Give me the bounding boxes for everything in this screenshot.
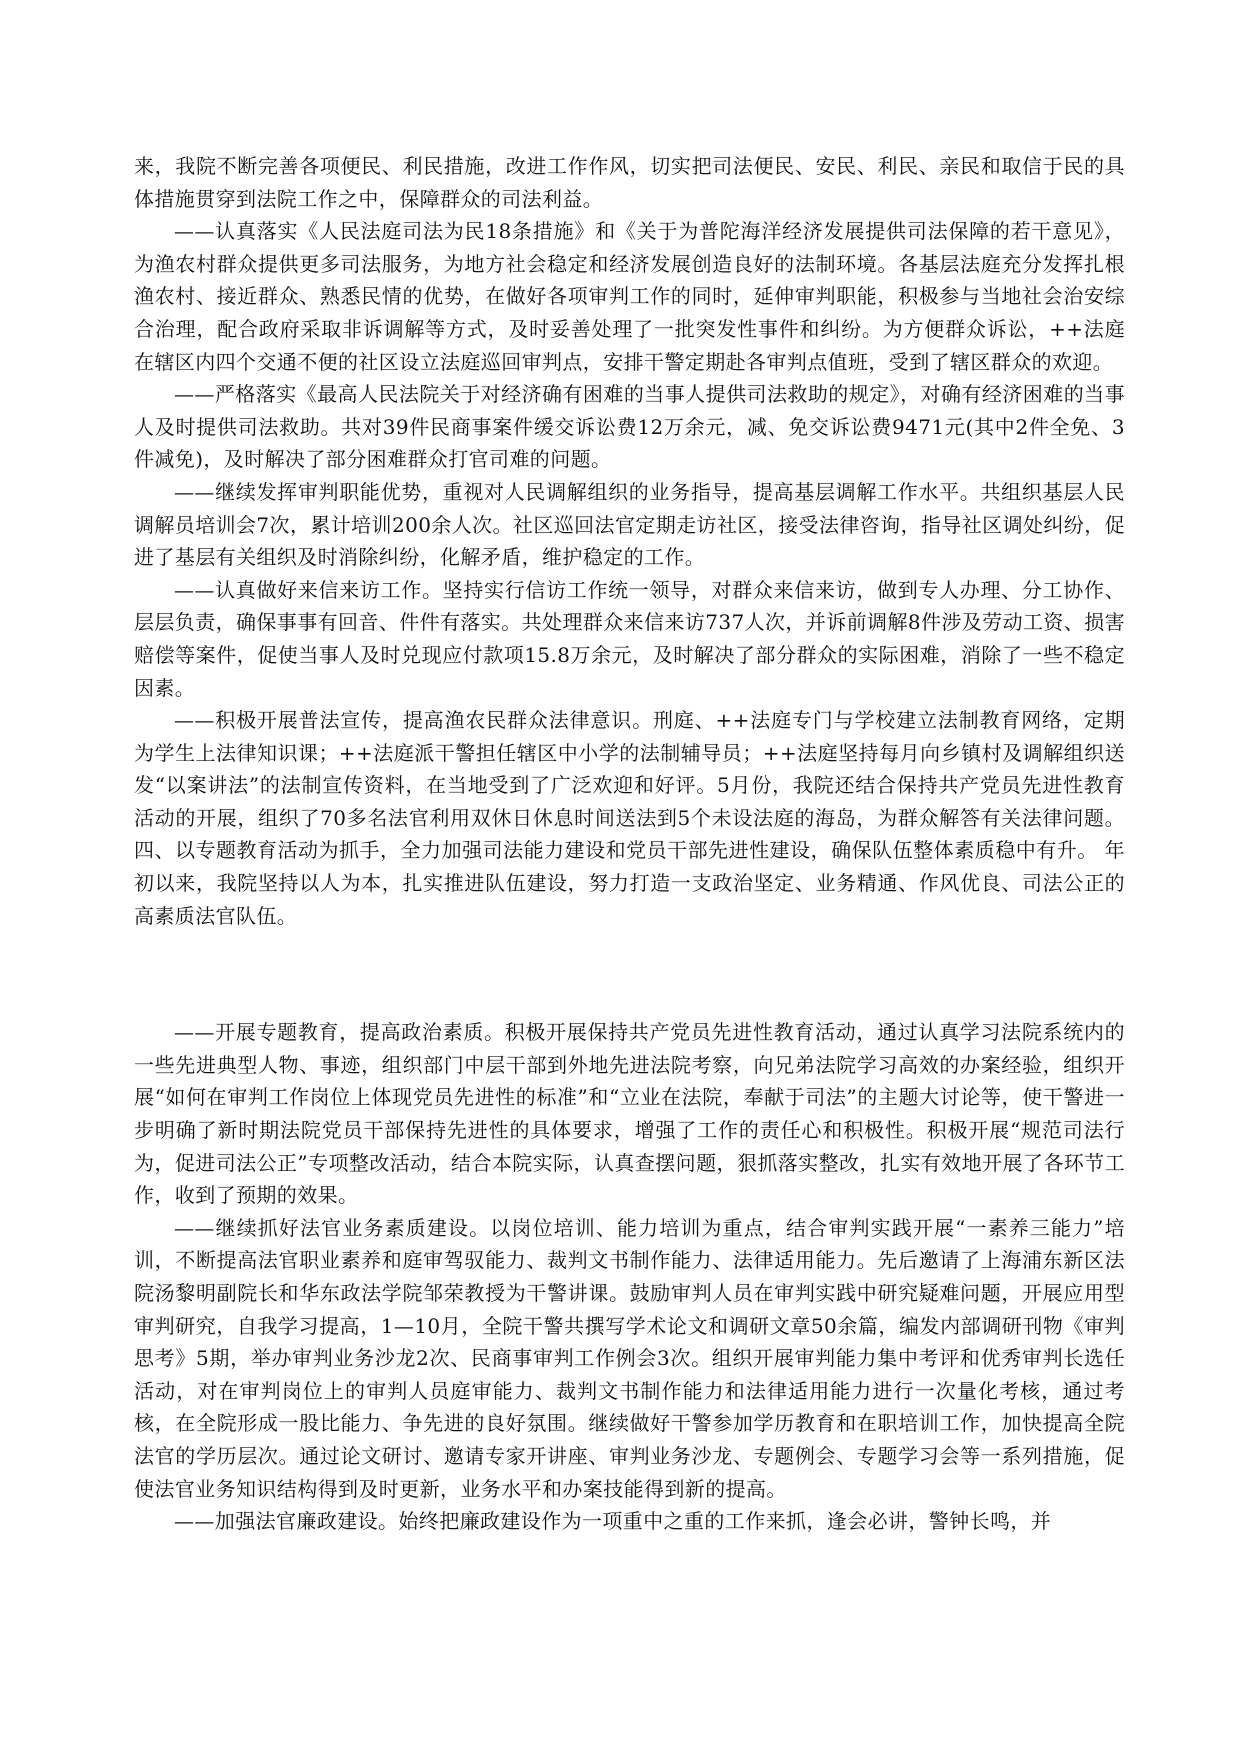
section-first xyxy=(134,150,1125,932)
paragraph-legal-publicity: ——积极开展普法宣传，提高渔农民群众法律意识。刑庭、++法庭专门与学校建立法制教育网络，定期为学生上法律知识课；++法庭派干警担任辖区中小学的法制辅导员；++法庭坚持每月向乡镇村及调解组织送发“以案讲法”的法制宣传资料，在当地受到了广泛欢迎和好评。5月份，我院还结合保持共产党员先进性教育活动的开展，组织了70多名法官利用双休日休息时间送法到5个未设法庭的海岛，为群众解答有关法律问题。 四、以专题教育活动为抓手，全力加强司法能力建设和党员干部先进性建设，确保队伍整体素质稳中有升。 年初以来，我院坚持以人为本，扎实推进队伍建设，努力打造一支政治坚定、业务精通、作风优良、司法公正的高素质法官队伍。 xyxy=(134,708,1125,928)
paragraph-people-court-measures: ——认真落实《人民法庭司法为民18条措施》和《关于为普陀海洋经济发展提供司法保障的若干意见》，为渔农村群众提供更多司法服务，为地方社会稳定和经济发展创造良好的法制环境。各基层法庭充分发挥扎根渔农村、接近群众、熟悉民情的优势，在做好各项审判工作的同时，延伸审判职能，积极参与当地社会治安综合治理，配合政府采取非诉调解等方式，及时妥善处理了一批突发性事件和纠纷。为方便群众诉讼，++法庭在辖区内四个交通不便的社区设立法庭巡回审判点，安排干警定期赴各审判点值班，受到了辖区群众的欢迎。 xyxy=(134,219,1125,374)
section-gap xyxy=(134,932,1125,1016)
paragraph-letters-visits: ——认真做好来信来访工作。坚持实行信访工作统一领导，对群众来信来访，做到专人办理、分工协作、层层负责，确保事事有回音、件件有落实。共处理群众来信来访737人次，并诉前调解8件涉及劳动工资、损害赔偿等案件，促使当事人及时兑现应付款项15.8万余元，及时解决了部分群众的实际困难，消除了一些不稳定因素。 xyxy=(134,577,1125,700)
paragraph-political-education: ——开展专题教育，提高政治素质。积极开展保持共产党员先进性教育活动，通过认真学习法院系统内的一些先进典型人物、事迹，组织部门中层干部到外地先进法院考察，向兄弟法院学习高效的办案经验，组织开展“如何在审判工作岗位上体现党员先进性的标准”和“立业在法院，奉献于司法”的主题大讨论等，使干警进一步明确了新时期法院党员干部保持先进性的具体要求，增强了工作的责任心和积极性。积极开展“规范司法行为，促进司法公正”专项整改活动，结合本院实际，认真查摆问题，狠抓落实整改，扎实有效地开展了各环节工作，收到了预期的效果。 xyxy=(134,1020,1125,1208)
paragraph-continuation: 来，我院不断完善各项便民、利民措施，改进工作作风，切实把司法便民、安民、利民、亲民和取信于民的具体措施贯穿到法院工作之中，保障群众的司法利益。 xyxy=(134,154,1125,211)
paragraph-mediation-guidance: ——继续发挥审判职能优势，重视对人民调解组织的业务指导，提高基层调解工作水平。共组织基层人民调解员培训会7次，累计培训200余人次。社区巡回法官定期走访社区，接受法律咨询，指导社区调处纠纷，促进了基层有关组织及时消除纠纷，化解矛盾，维护稳定的工作。 xyxy=(134,479,1125,570)
paragraph-judicial-aid: ——严格落实《最高人民法院关于对经济确有困难的当事人提供司法救助的规定》，对确有经济困难的当事人及时提供司法救助。共对39件民商事案件缓交诉讼费12万余元，减、免交诉讼费9471元(其中2件全免、3件减免)，及时解决了部分困难群众打官司难的问题。 xyxy=(134,382,1125,472)
paragraph-integrity-building: ——加强法官廉政建设。始终把廉政建设作为一项重中之重的工作来抓，逢会必讲，警钟长鸣，并 xyxy=(174,1509,1052,1534)
paragraph-professional-training: ——继续抓好法官业务素质建设。以岗位培训、能力培训为重点，结合审判实践开展“一素养三能力”培训，不断提高法官职业素养和庭审驾驭能力、裁判文书制作能力、法律适用能力。先后邀请了上海浦东新区法院汤黎明副院长和华东政法学院邹荣教授为干警讲课。鼓励审判人员在审判实践中研究疑难问题，开展应用型审判研究，自我学习提高，1—10月，全院干警共撰写学术论文和调研文章50余篇，编发内部调研刊物《审判思考》5期，举办审判业务沙龙2次、民商事审判工作例会3次。组织开展审判能力集中考评和优秀审判长选任活动，对在审判岗位上的审判人员庭审能力、裁判文书制作能力和法律适用能力进行一次量化考核，通过考核，在全院形成一股比能力、争先进的良好氛围。继续做好干警参加学历教育和在职培训工作，加快提高全院法官的学历层次。通过论文研讨、邀请专家开讲座、审判业务沙龙、专题例会、专题学习会等一系列措施，促使法官业务知识结构得到及时更新，业务水平和办案技能得到新的提高。 xyxy=(134,1215,1125,1501)
section-second xyxy=(134,1016,1125,1538)
